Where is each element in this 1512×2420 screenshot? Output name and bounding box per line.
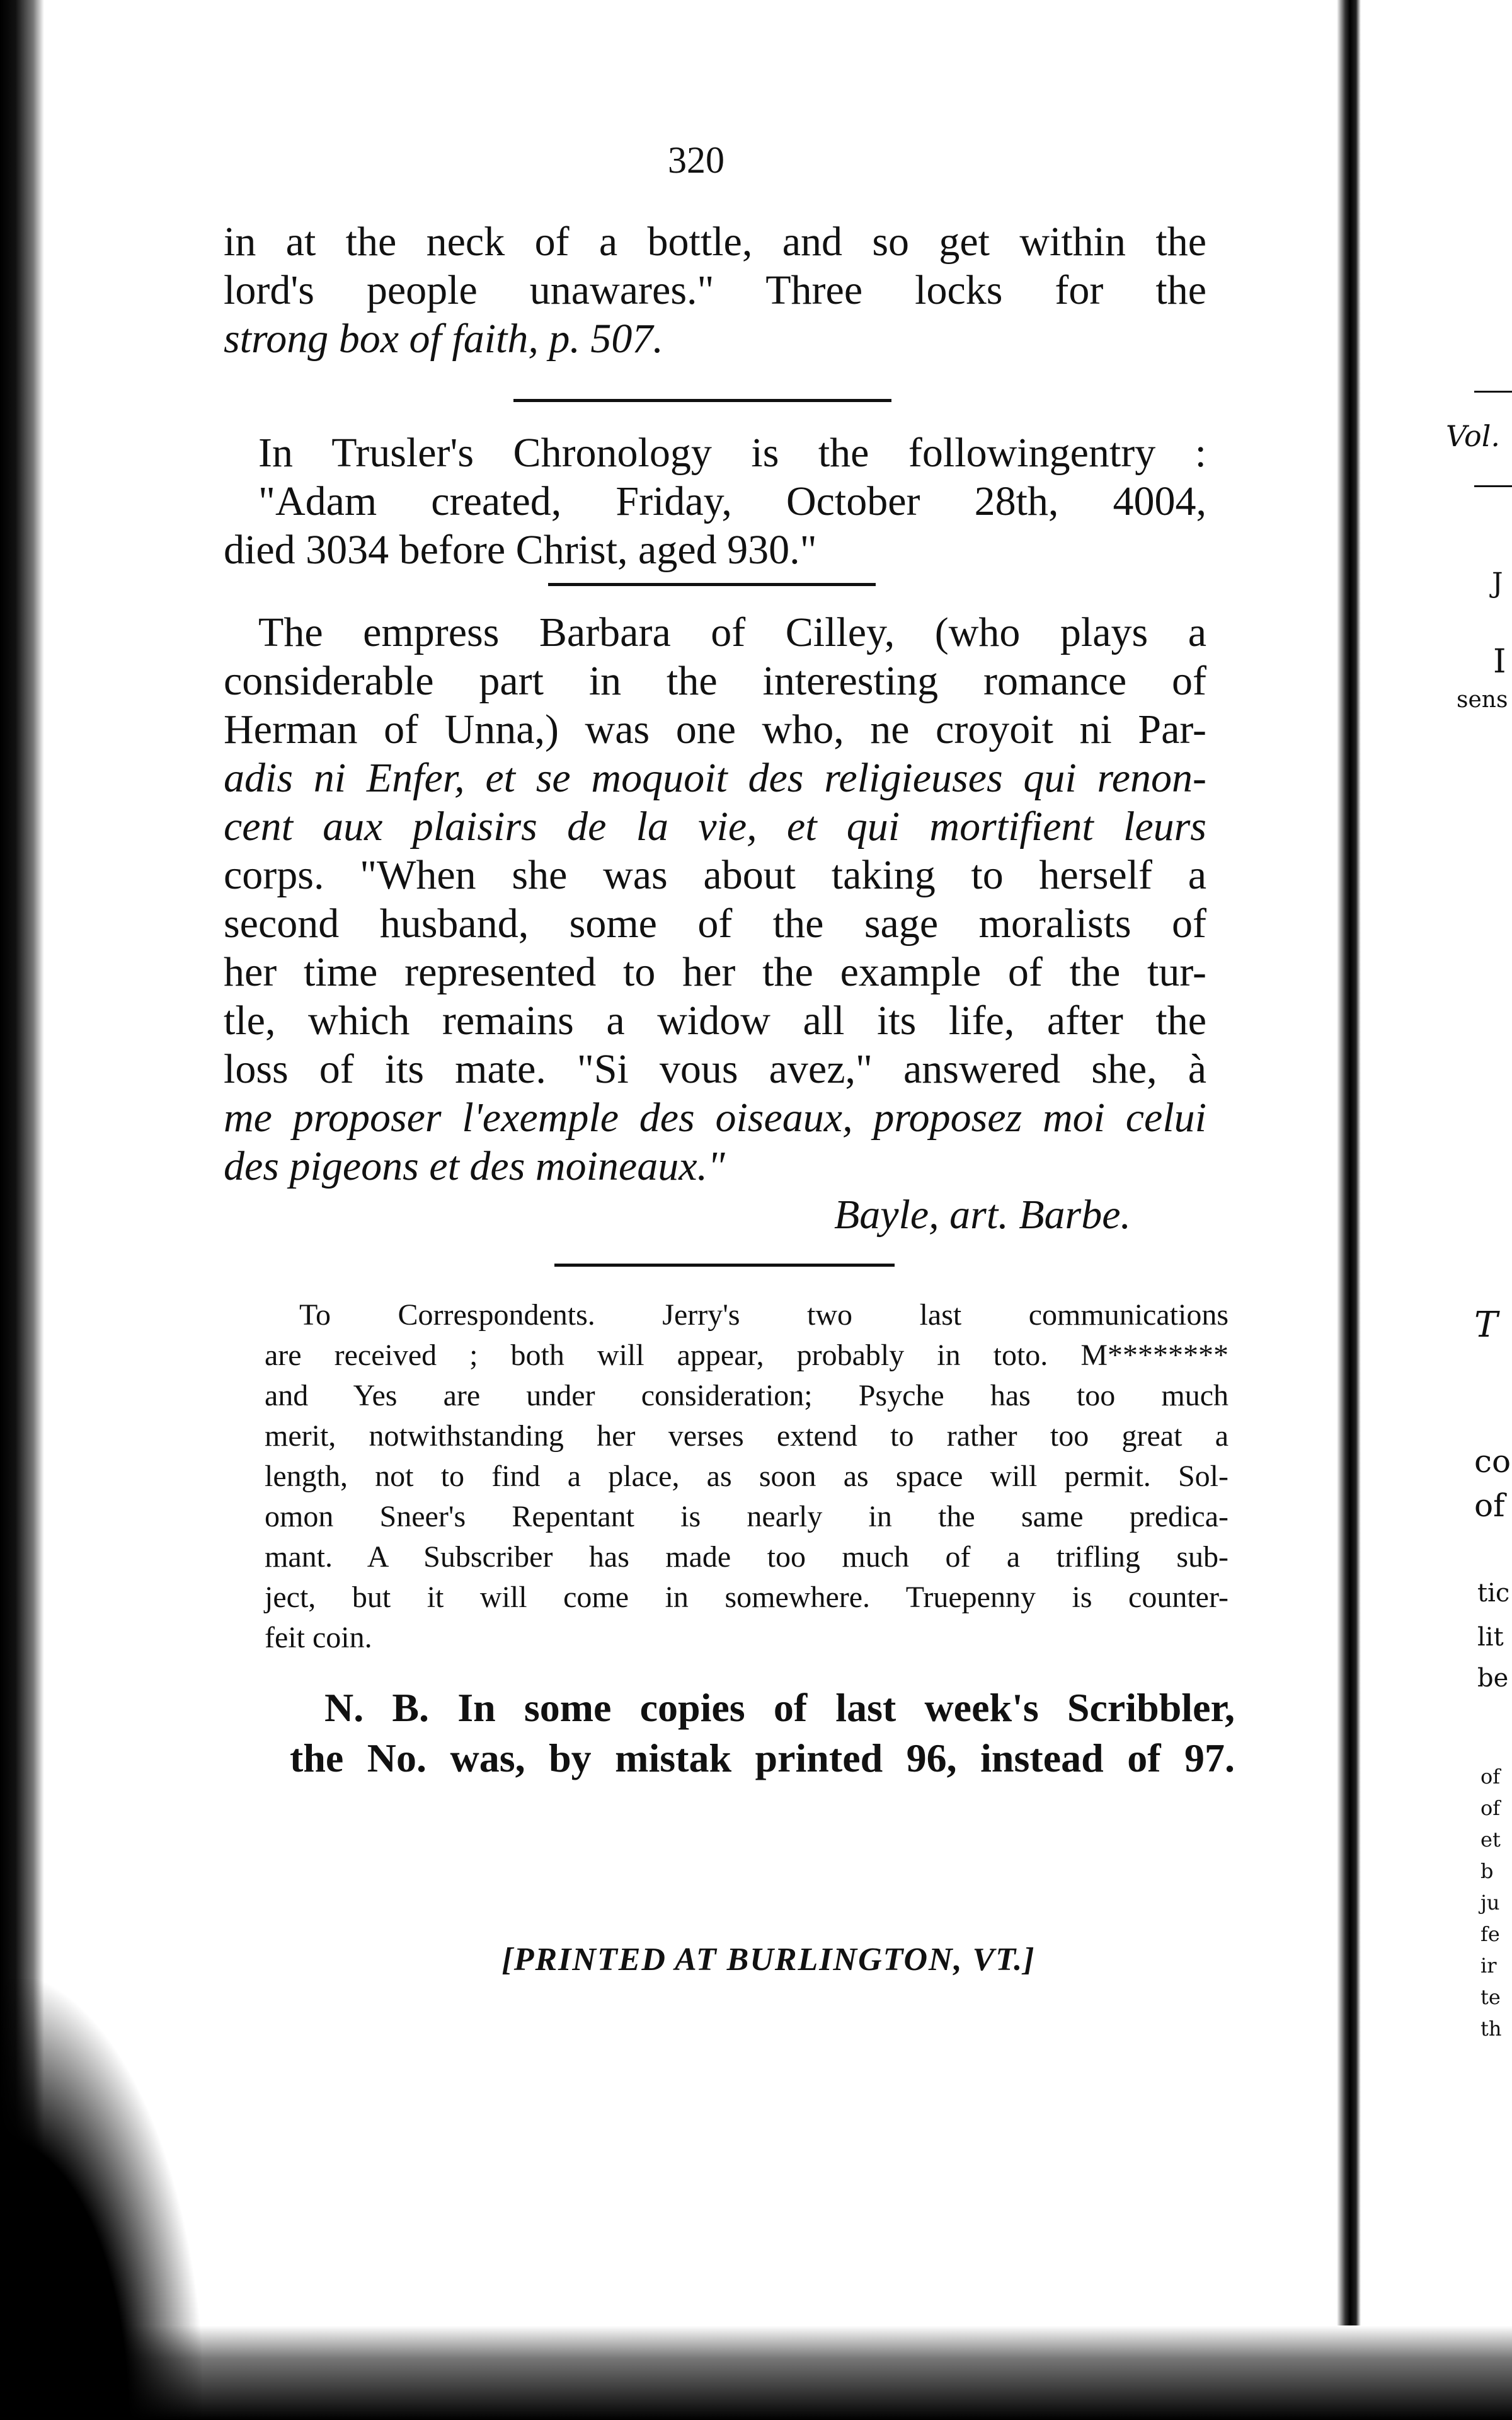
correspondents-note	[265, 1295, 1228, 1658]
paragraph-empress	[224, 608, 1206, 1239]
nb-notice	[290, 1683, 1235, 1783]
facing-fragment: J	[1492, 567, 1503, 599]
paragraph-bottle	[224, 217, 1206, 363]
facing-rule-mid	[1474, 485, 1512, 487]
attribution: Bayle, art. Barbe.	[833, 1192, 1131, 1238]
nb-line: N. B. In some copies of last week's Scribbler,	[324, 1685, 1235, 1730]
page-number: 320	[668, 139, 724, 181]
text-line: adis ni Enfer, et se moquoit des religieuses qui renon-	[224, 755, 1206, 801]
printer-imprint: [PRINTED AT BURLINGTON, VT.]	[501, 1942, 1036, 1978]
text-line: in at the neck of a bottle, and so get within the	[224, 219, 1206, 265]
note-line: feit coin.	[265, 1621, 372, 1654]
facing-fragment: ir	[1480, 1954, 1497, 1978]
paragraph-chronology	[224, 429, 1206, 574]
text-line: "Adam created, Friday, October 28th, 4004,	[258, 478, 1206, 524]
facing-fragment: of	[1480, 1765, 1501, 1789]
note-line: To Correspondents. Jerry's two last communications	[299, 1298, 1228, 1332]
scan-bottom-edge	[0, 2325, 1512, 2420]
note-line: ject, but it will come in somewhere. Truepenny is counter-	[265, 1581, 1228, 1614]
scan-corner-shadow	[0, 1979, 202, 2420]
note-line: length, not to find a place, as soon as space will permit. Sol-	[265, 1460, 1228, 1493]
text-line: lord's people unawares." Three locks for the	[224, 267, 1206, 313]
facing-fragment: te	[1480, 1985, 1501, 2009]
text-line: died 3034 before Christ, aged 930."	[224, 527, 817, 573]
note-line: merit, notwithstanding her verses extend to rather too great a	[265, 1419, 1228, 1453]
note-line: and Yes are under consideration; Psyche has too much	[265, 1379, 1228, 1412]
text-line: The empress Barbara of Cilley, (who plays a	[258, 609, 1206, 655]
note-line: mant. A Subscriber has made too much of a trifling sub-	[265, 1540, 1228, 1574]
facing-fragment: sens	[1457, 687, 1508, 713]
note-line: are received ; both will appear, probably in toto. M********	[265, 1339, 1228, 1372]
text-line: In Trusler's Chronology is the followingentry :	[258, 430, 1206, 476]
facing-fragment: be	[1477, 1664, 1509, 1693]
facing-fragment: ju	[1480, 1891, 1500, 1915]
facing-rule-top	[1474, 391, 1512, 393]
text-line: Herman of Unna,) was one who, ne croyoit ni Par-	[224, 706, 1206, 752]
book-gutter-shadow	[1337, 0, 1361, 2420]
facing-fragment: I	[1493, 643, 1506, 681]
section-divider	[548, 583, 876, 586]
nb-line: the No. was, by mistak printed 96, instead of 97.	[290, 1736, 1235, 1780]
facing-fragment: of	[1480, 1796, 1501, 1820]
text-line: des pigeons et des moineaux."	[224, 1143, 725, 1189]
facing-fragment: lit	[1477, 1623, 1504, 1652]
facing-fragment: co	[1474, 1443, 1511, 1480]
text-line: tle, which remains a widow all its life, after the	[224, 998, 1206, 1044]
facing-fragment: fe	[1480, 1922, 1500, 1946]
text-line: second husband, some of the sage moralists of	[224, 901, 1206, 947]
facing-fragment: b	[1480, 1859, 1494, 1883]
facing-vol-label: Vol.	[1446, 419, 1501, 453]
facing-fragment: th	[1480, 2017, 1502, 2041]
text-line: her time represented to her the example of the tur-	[224, 949, 1206, 995]
text-line: loss of its mate. "Si vous avez," answered she, à	[224, 1046, 1206, 1092]
section-divider	[554, 1264, 895, 1267]
note-line: omon Sneer's Repentant is nearly in the same predica-	[265, 1500, 1228, 1533]
section-divider	[513, 399, 891, 402]
text-line: me proposer l'exemple des oiseaux, proposez moi celui	[224, 1095, 1206, 1141]
facing-fragment: of	[1474, 1487, 1505, 1524]
facing-fragment: T	[1474, 1305, 1498, 1345]
facing-fragment: et	[1480, 1828, 1501, 1852]
facing-fragment: tic	[1477, 1579, 1510, 1608]
text-line: cent aux plaisirs de la vie, et qui mortifient leurs	[224, 804, 1206, 850]
text-line: corps. "When she was about taking to herself a	[224, 852, 1206, 898]
text-line: strong box of faith, p. 507.	[224, 316, 663, 362]
text-line: considerable part in the interesting romance of	[224, 658, 1206, 704]
